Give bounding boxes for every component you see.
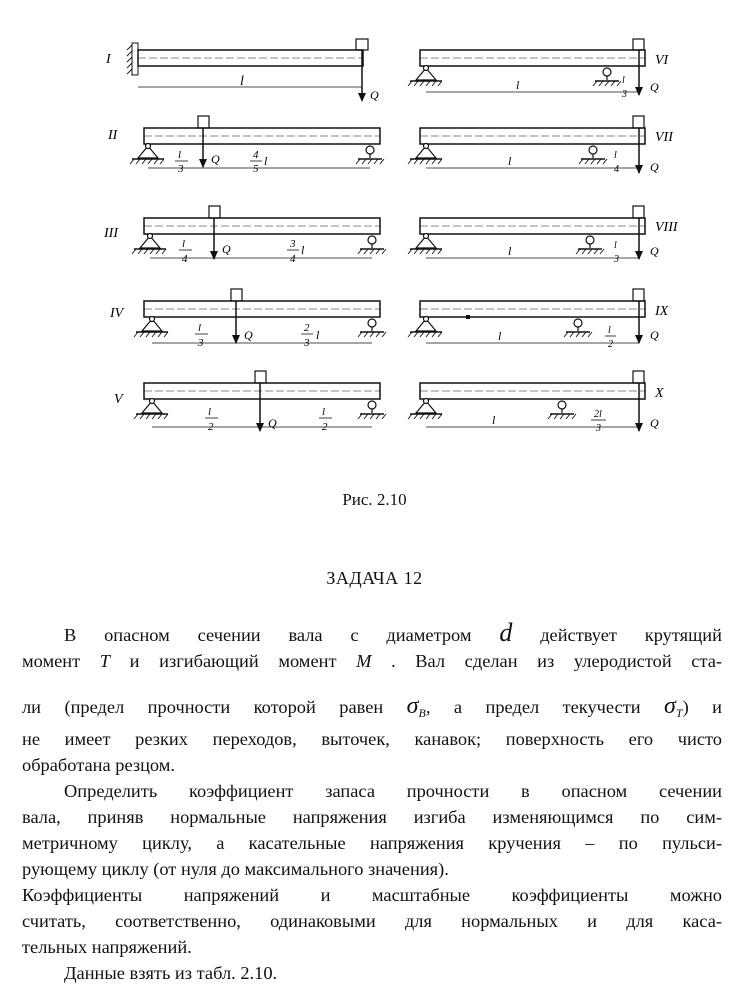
dim-l: l	[492, 413, 496, 427]
dim-num: l	[182, 238, 186, 250]
task-title: ЗАДАЧА 12	[326, 568, 423, 588]
scheme-V	[114, 371, 386, 433]
text-line: момент T и изгибающий момент M . Вал сделан из улеродистой ста-	[22, 651, 723, 671]
scheme-label: X	[655, 386, 664, 401]
scheme-VIII	[408, 206, 679, 265]
dim-num: l	[178, 149, 182, 161]
text-line: обработана резцом.	[22, 755, 176, 775]
force-label: Q	[244, 328, 253, 342]
paragraph-1	[22, 618, 723, 674]
scheme-label: VI	[655, 53, 669, 68]
text-line: считать, соответственно, одинаковыми для нормальных и для каса-	[22, 911, 722, 931]
text-line: метричному циклу, а касательные напряжения кручения – по пульси-	[22, 833, 722, 853]
text-line: Коэффициенты напряжений и масштабные коэффициенты можно	[22, 885, 722, 905]
scheme-I	[105, 39, 379, 102]
text-line: Определить коэффициент запаса прочности в опасном сечении	[64, 781, 722, 801]
dim-l: l	[516, 78, 520, 92]
dim-l: l	[498, 329, 502, 343]
paragraph-1-cont	[22, 694, 722, 986]
force-label: Q	[211, 152, 220, 166]
scheme-label: IV	[110, 306, 124, 321]
scheme-label: V	[114, 392, 123, 407]
text-line: тельных напряжений.	[22, 937, 192, 957]
scheme-label: I	[106, 52, 111, 67]
dim-den: 3	[614, 254, 619, 265]
dim-num: l	[622, 75, 625, 86]
dim-num: 3	[290, 238, 296, 250]
dim-l: l	[508, 244, 512, 258]
dim-den: 4	[290, 253, 296, 265]
scheme-label: III	[104, 226, 118, 241]
text-line: вала, приняв нормальные напряжения изгиба изменяющимся по сим-	[22, 807, 722, 827]
length-label: l	[240, 74, 244, 89]
scheme-label: VIII	[655, 220, 678, 235]
scheme-VII	[408, 116, 674, 175]
dim-den: 3	[304, 337, 310, 349]
scheme-label: VII	[655, 130, 673, 145]
dim-den: 4	[614, 164, 619, 175]
dim-den: 3	[596, 423, 601, 434]
dim-den: 3	[622, 89, 627, 100]
text-line: ли (предел прочности которой равен $\sigma_B$, а предел текучести $\sigma_T$) и	[22, 693, 722, 720]
scheme-II	[107, 116, 384, 175]
dim-den: 3	[178, 163, 184, 175]
beam-schemes-figure	[100, 25, 700, 475]
force-label: Q	[222, 242, 231, 256]
dim-num: l	[198, 322, 202, 334]
scheme-IV	[109, 289, 386, 349]
figure-caption: Рис. 2.10	[342, 490, 407, 509]
scheme-label: II	[108, 128, 118, 143]
dim-den: 5	[253, 163, 259, 175]
force-label: Q	[650, 416, 659, 430]
force-label: Q	[370, 88, 379, 102]
dim-l: l	[301, 243, 305, 257]
text-line: рующему циклу (от нуля до максимального значения).	[22, 859, 449, 879]
dim-num: l	[614, 240, 617, 251]
scheme-III	[103, 206, 386, 265]
dim-num: 4	[253, 149, 259, 161]
scheme-VI	[408, 39, 670, 100]
force-label: Q	[650, 328, 659, 342]
force-label: Q	[650, 80, 659, 94]
dim-num: l	[208, 406, 212, 418]
dim-num: l	[322, 406, 326, 418]
dim-den: 4	[182, 253, 188, 265]
scheme-IX	[408, 289, 669, 350]
dim-den: 2	[608, 339, 613, 350]
text-line: Данные взять из табл. 2.10.	[64, 963, 278, 983]
text-line: не имеет резких переходов, выточек, канавок; поверхность его чисто	[22, 729, 722, 749]
dim-num: l	[614, 150, 617, 161]
dim-l: l	[264, 154, 268, 168]
text-line: В опасном сечении вала с диаметром d действует крутящий	[64, 618, 722, 647]
scheme-X	[408, 371, 664, 434]
dim-num: 2	[304, 322, 310, 334]
dim-l: l	[316, 328, 320, 342]
force-label: Q	[650, 160, 659, 174]
dim-den: 2	[322, 421, 328, 433]
dim-l: l	[508, 154, 512, 168]
force-label: Q	[650, 244, 659, 258]
dim-den: 2	[208, 421, 214, 433]
scheme-label: IX	[655, 304, 669, 319]
dim-den: 3	[198, 337, 204, 349]
dim-num: l	[608, 325, 611, 336]
dim-num: 2l	[594, 409, 602, 420]
force-label: Q	[268, 416, 277, 430]
